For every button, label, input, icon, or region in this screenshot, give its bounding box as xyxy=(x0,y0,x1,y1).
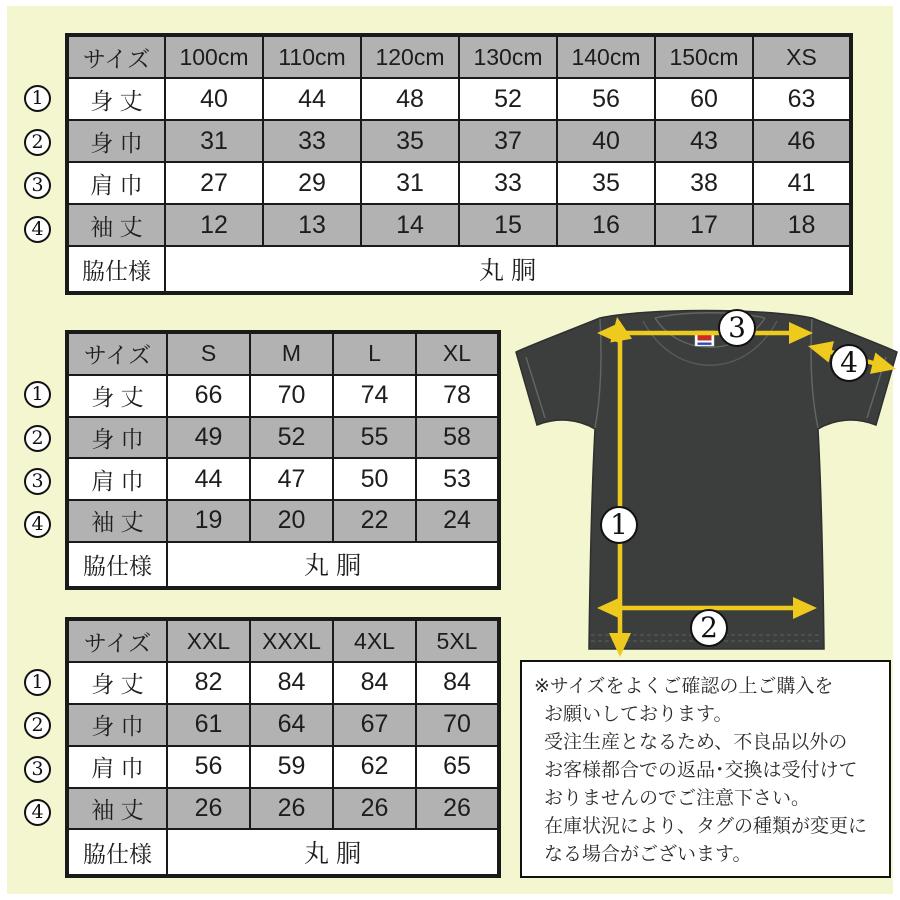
row-label: 身 巾 xyxy=(67,417,167,459)
row-marker-2: 2 xyxy=(24,425,51,452)
size-value: 17 xyxy=(655,204,753,246)
size-value: 20 xyxy=(250,500,333,542)
size-value: 24 xyxy=(416,500,499,542)
row-marker-1: 1 xyxy=(24,669,51,696)
size-value: 61 xyxy=(167,704,250,746)
size-value: 13 xyxy=(263,204,361,246)
column-header: 100cm xyxy=(165,35,263,78)
size-value: 70 xyxy=(416,704,499,746)
size-value: 67 xyxy=(333,704,416,746)
size-value: 74 xyxy=(333,375,416,417)
size-value: 27 xyxy=(165,162,263,204)
column-header: XL xyxy=(416,332,499,375)
side-spec-value: 丸 胴 xyxy=(165,246,851,293)
size-value: 84 xyxy=(250,662,333,704)
size-value: 59 xyxy=(250,746,333,788)
row-label: 身 丈 xyxy=(67,662,167,704)
size-value: 78 xyxy=(416,375,499,417)
size-value: 12 xyxy=(165,204,263,246)
size-table-s-xl xyxy=(65,330,501,590)
shirt-marker-2: 2 xyxy=(690,609,728,647)
note-line: お願いしております。 xyxy=(544,704,733,725)
note-line: なる場合がございます。 xyxy=(544,844,752,865)
size-table-kids-xs xyxy=(65,33,853,295)
column-header: サイズ xyxy=(67,35,165,78)
note-line: お客様都合での返品･交換は受付けて xyxy=(544,760,858,781)
column-header: M xyxy=(250,332,333,375)
size-value: 29 xyxy=(263,162,361,204)
size-value: 41 xyxy=(753,162,851,204)
column-header: サイズ xyxy=(67,332,167,375)
column-header: 110cm xyxy=(263,35,361,78)
row-marker-4: 4 xyxy=(24,799,51,826)
size-value: 64 xyxy=(250,704,333,746)
row-label: 袖 丈 xyxy=(67,204,165,246)
column-header: L xyxy=(333,332,416,375)
note-line: 受注生産となるため、不良品以外の xyxy=(544,732,848,753)
column-header: サイズ xyxy=(67,619,167,662)
size-value: 52 xyxy=(250,417,333,459)
size-value: 48 xyxy=(361,78,459,120)
row-label: 肩 巾 xyxy=(67,162,165,204)
size-value: 26 xyxy=(333,788,416,830)
row-label: 脇仕様 xyxy=(67,829,167,876)
row-label: 肩 巾 xyxy=(67,458,167,500)
row-label: 脇仕様 xyxy=(67,246,165,293)
shirt-marker-4: 4 xyxy=(830,344,868,382)
shirt-marker-1: 1 xyxy=(600,506,638,544)
row-label: 身 巾 xyxy=(67,120,165,162)
size-value: 15 xyxy=(459,204,557,246)
size-value: 53 xyxy=(416,458,499,500)
size-value: 63 xyxy=(753,78,851,120)
size-value: 47 xyxy=(250,458,333,500)
row-marker-4: 4 xyxy=(24,216,51,243)
size-value: 33 xyxy=(263,120,361,162)
size-value: 38 xyxy=(655,162,753,204)
row-marker-1: 1 xyxy=(24,85,51,112)
row-label: 袖 丈 xyxy=(67,788,167,830)
row-label: 身 丈 xyxy=(67,78,165,120)
size-value: 14 xyxy=(361,204,459,246)
size-value: 31 xyxy=(361,162,459,204)
column-header: 130cm xyxy=(459,35,557,78)
size-value: 62 xyxy=(333,746,416,788)
size-value: 66 xyxy=(167,375,250,417)
size-value: 49 xyxy=(167,417,250,459)
note-line: ※サイズをよくご確認の上ご購入を xyxy=(534,676,834,697)
row-label: 袖 丈 xyxy=(67,500,167,542)
size-value: 16 xyxy=(557,204,655,246)
size-value: 40 xyxy=(557,120,655,162)
column-header: XXXL xyxy=(250,619,333,662)
side-spec-value: 丸 胴 xyxy=(167,542,499,588)
size-value: 82 xyxy=(167,662,250,704)
column-header: XXL xyxy=(167,619,250,662)
note-line: 在庫状況により、タグの種類が変更に xyxy=(544,816,868,837)
size-value: 55 xyxy=(333,417,416,459)
size-value: 43 xyxy=(655,120,753,162)
row-label: 身 丈 xyxy=(67,375,167,417)
size-value: 84 xyxy=(333,662,416,704)
size-value: 60 xyxy=(655,78,753,120)
size-value: 26 xyxy=(250,788,333,830)
side-spec-value: 丸 胴 xyxy=(167,829,499,876)
size-value: 50 xyxy=(333,458,416,500)
size-value: 35 xyxy=(557,162,655,204)
size-value: 52 xyxy=(459,78,557,120)
row-marker-3: 3 xyxy=(24,756,51,783)
row-label: 身 巾 xyxy=(67,704,167,746)
row-label: 肩 巾 xyxy=(67,746,167,788)
size-value: 18 xyxy=(753,204,851,246)
size-value: 31 xyxy=(165,120,263,162)
size-value: 58 xyxy=(416,417,499,459)
row-marker-1: 1 xyxy=(24,381,51,408)
purchase-note xyxy=(520,660,891,878)
size-value: 26 xyxy=(167,788,250,830)
note-line: おりませんのでご注意下さい。 xyxy=(544,788,811,809)
size-value: 56 xyxy=(167,746,250,788)
size-value: 84 xyxy=(416,662,499,704)
column-header: 120cm xyxy=(361,35,459,78)
size-value: 33 xyxy=(459,162,557,204)
row-marker-2: 2 xyxy=(24,129,51,156)
size-value: 40 xyxy=(165,78,263,120)
column-header: XS xyxy=(753,35,851,78)
row-marker-2: 2 xyxy=(24,712,51,739)
size-value: 65 xyxy=(416,746,499,788)
size-value: 26 xyxy=(416,788,499,830)
size-table-xxl-5xl xyxy=(65,617,501,878)
size-value: 22 xyxy=(333,500,416,542)
size-value: 35 xyxy=(361,120,459,162)
row-label: 脇仕様 xyxy=(67,542,167,588)
column-header: 150cm xyxy=(655,35,753,78)
row-marker-3: 3 xyxy=(24,468,51,495)
size-value: 37 xyxy=(459,120,557,162)
size-value: 44 xyxy=(167,458,250,500)
size-value: 19 xyxy=(167,500,250,542)
size-value: 46 xyxy=(753,120,851,162)
column-header: 140cm xyxy=(557,35,655,78)
column-header: 4XL xyxy=(333,619,416,662)
row-marker-3: 3 xyxy=(24,172,51,199)
size-value: 70 xyxy=(250,375,333,417)
column-header: 5XL xyxy=(416,619,499,662)
row-marker-4: 4 xyxy=(24,511,51,538)
size-value: 44 xyxy=(263,78,361,120)
column-header: S xyxy=(167,332,250,375)
size-value: 56 xyxy=(557,78,655,120)
shirt-marker-3: 3 xyxy=(718,309,756,347)
